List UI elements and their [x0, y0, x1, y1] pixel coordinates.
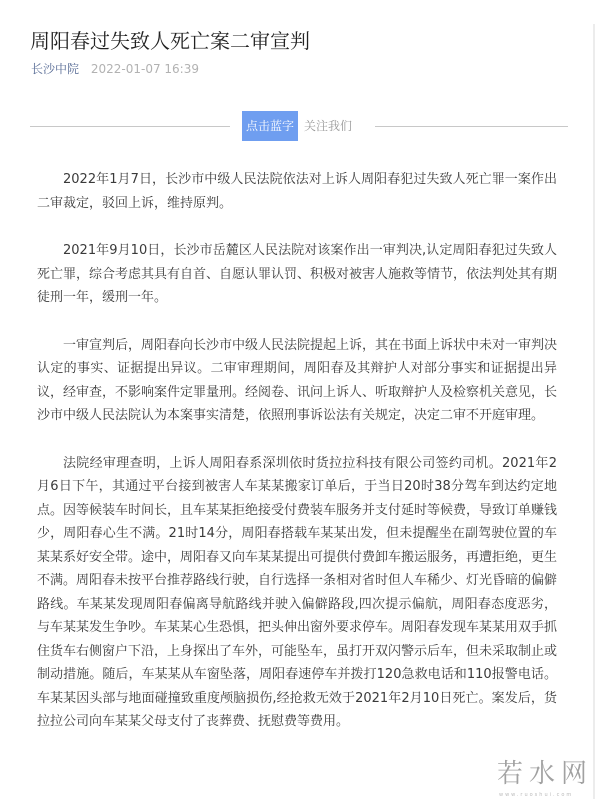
paragraph-facts: 法院经审理查明，上诉人周阳春系深圳依时货拉拉科技有限公司签约司机。2021年2月6日下午，其通过平台接到被害人车某某搬家订单后，于当日20时38分驾车到达约定地点。因等候装车时间长，且车某某拒绝接受付费装车服务并支付延时等候费，导致订单赚钱少，周阳春心生不满。21时14分，周阳春搭载车某某出发，但未提醒坐在副驾驶位置的车某某系好安全带。途中，周阳春又向车某某提出可提供付费卸车搬运服务，再遭拒绝，更生不满。周阳春未按平台推荐路线行驶，自行选择一条相对省时但人车稀少、灯光昏暗的偏僻路线。车某某发现周阳春偏离导航路线并驶入偏僻路段,四次提示偏航，周阳春态度恶劣，与车某某发生争吵。车某某心生恐惧，把头伸出窗外要求停车。周阳春发现车某某用双手抓住货车右侧窗户下沿，上身探出了车外，可能坠车，虽打开双闪警示后车，但未采取制止或制动措施。随后，车某某从车窗坠落，周阳春速停车并拨打120急救电话和110报警电话。车某某因头部与地面碰撞致重度颅脑损伤,经抢救无效于2021年2月10日死亡。案发后，货拉拉公司向车某某父母支付了丧葬费、抚慰费等费用。 [37, 455, 558, 729]
paragraph-first-trial: 2021年9月10日，长沙市岳麓区人民法院对该案作出一审判决,认定周阳春犯过失致人死亡罪，综合考虑其具有自首、自愿认罪认罚、积极对被害人施救等情节，依法判处其有期徒刑一年，缓刑一年。 [37, 243, 558, 305]
paragraph-verdict-summary: 2022年1月7日，长沙市中级人民法院依法对上诉人周阳春犯过失致人死亡罪一案作出二审裁定，驳回上诉，维持原判。 [37, 172, 557, 211]
article-title: 周阳春过失致人死亡案二审宣判 [30, 29, 310, 53]
publish-time: 2022-01-07 16:39 [90, 62, 199, 76]
site-watermark [497, 758, 597, 798]
divider-line-right [375, 126, 568, 127]
watermark-text: 若水网 [497, 759, 594, 789]
watermark-subtext: www.ruoshui.com [499, 792, 574, 798]
follow-banner [30, 111, 570, 141]
follow-us-text[interactable]: 关注我们 [304, 119, 353, 133]
click-blue-text-button[interactable]: 点击蓝字 [242, 111, 298, 141]
account-name-link[interactable]: 长沙中院 [31, 62, 80, 76]
paragraph-appeal: 一审宣判后，周阳春向长沙市中级人民法院提起上诉，其在书面上诉状中未对一审判决认定的事实、证据提出异议。二审审理期间，周阳春及其辩护人对部分事实和证据提出异议，经审查，不影响案件定罪量刑。经阅卷、讯问上诉人、听取辩护人及检察机关意见，长沙市中级人民法院认为本案事实清楚，依照刑事诉讼法有关规定，决定二审不开庭审理。 [37, 337, 558, 423]
divider-line-left [30, 126, 230, 127]
article-meta [31, 61, 199, 77]
scrollbar-track[interactable] [593, 24, 595, 799]
article-body [37, 168, 557, 758]
